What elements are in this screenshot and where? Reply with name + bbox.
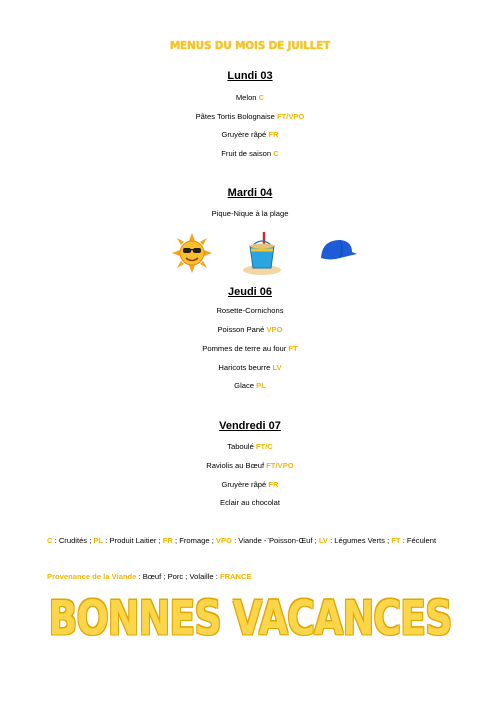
menu-item: Gruyère râpé FR (221, 480, 279, 489)
menu-item: Gruyère râpé FR (221, 130, 279, 139)
menu-item: Taboulé FT/C (227, 442, 273, 451)
menu-item: Pique-Nique à la plage (211, 209, 289, 218)
legend-entry: PL : Produit Laitier (93, 536, 157, 545)
day-heading: Jeudi 06 (227, 286, 273, 298)
day-heading: Mardi 04 (227, 187, 273, 199)
legend: C : Crudités ; PL : Produit Laitier ; FR ; Fromage ; VPO : Viande -¨Poisson-Œuf ; LV : Légumes Verts ; FT : Féculent (47, 536, 437, 545)
legend-entry: FR ; Fromage (162, 536, 210, 545)
page-title: MENUS DU MOIS DE JUILLET (169, 40, 331, 52)
menu-item: Eclair au chocolat (220, 498, 280, 507)
menu-item: Poisson Pané VPO (217, 325, 283, 334)
sand-bucket-icon (242, 230, 282, 276)
day-heading: Lundi 03 (227, 70, 273, 82)
legend-entry: FT : Féculent (391, 536, 437, 545)
cap-icon (318, 236, 358, 266)
menu-item: Pâtes Tortis Bolognaise FT/VPO (195, 112, 305, 121)
legend-entry: VPO : Viande -¨Poisson-Œuf (215, 536, 313, 545)
menu-item: Fruit de saison C (221, 149, 279, 158)
menu-item: Melon C (235, 93, 265, 102)
menu-item: Pommes de terre au four FT (202, 344, 298, 353)
menu-item: Haricots beurre LV (218, 363, 282, 372)
footer-banner: BONNES VACANCES (48, 590, 452, 646)
legend-entry: C : Crudités (47, 536, 88, 545)
menu-item: Glace PL (234, 381, 266, 390)
menu-item: Rosette-Cornichons (216, 306, 284, 315)
legend-entry: LV : Légumes Verts (318, 536, 385, 545)
day-heading: Vendredi 07 (219, 420, 281, 432)
meat-provenance: Provenance de la Viande : Bœuf ; Porc ; Volaille : FRANCE (47, 572, 252, 581)
picnic-icons (0, 230, 500, 276)
sun-with-sunglasses-icon (172, 233, 212, 273)
menu-item: Raviolis au Bœuf FT/VPO (206, 461, 294, 470)
